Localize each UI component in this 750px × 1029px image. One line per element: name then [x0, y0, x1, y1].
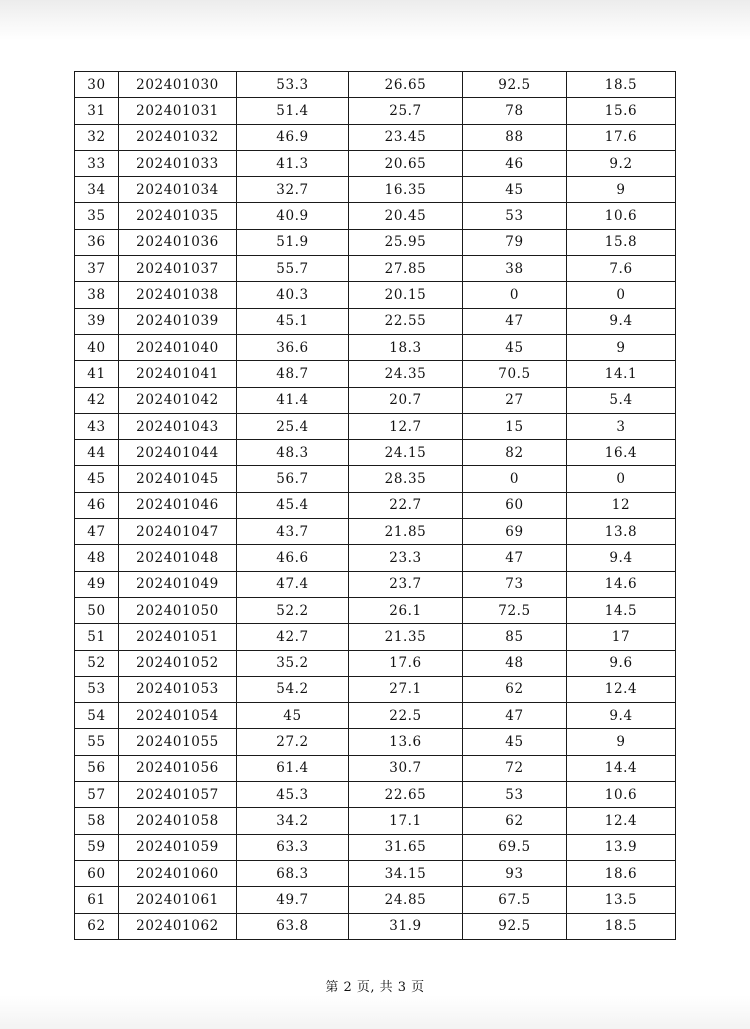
- exam-score-cell: 93: [463, 860, 567, 886]
- weighted-score-cell: 24.15: [349, 440, 463, 466]
- exam-weighted-cell: 10.6: [567, 203, 676, 229]
- student-id-cell: 202401044: [119, 440, 237, 466]
- exam-weighted-cell: 9: [567, 729, 676, 755]
- exam-score-cell: 0: [463, 282, 567, 308]
- row-number-cell: 48: [75, 545, 119, 571]
- exam-score-cell: 62: [463, 808, 567, 834]
- exam-weighted-cell: 14.5: [567, 597, 676, 623]
- exam-score-cell: 67.5: [463, 887, 567, 913]
- exam-weighted-cell: 14.4: [567, 755, 676, 781]
- score-cell: 43.7: [237, 519, 349, 545]
- row-number-cell: 37: [75, 256, 119, 282]
- score-cell: 40.3: [237, 282, 349, 308]
- student-id-cell: 202401052: [119, 650, 237, 676]
- table-row: [75, 519, 676, 545]
- exam-weighted-cell: 13.5: [567, 887, 676, 913]
- weighted-score-cell: 24.35: [349, 361, 463, 387]
- exam-weighted-cell: 12: [567, 492, 676, 518]
- exam-weighted-cell: 12.4: [567, 808, 676, 834]
- exam-weighted-cell: 3: [567, 413, 676, 439]
- table-row: [75, 334, 676, 360]
- exam-score-cell: 72.5: [463, 597, 567, 623]
- weighted-score-cell: 21.85: [349, 519, 463, 545]
- exam-score-cell: 70.5: [463, 361, 567, 387]
- student-id-cell: 202401061: [119, 887, 237, 913]
- weighted-score-cell: 27.1: [349, 676, 463, 702]
- weighted-score-cell: 12.7: [349, 413, 463, 439]
- table-row: [75, 808, 676, 834]
- table-row: [75, 676, 676, 702]
- weighted-score-cell: 16.35: [349, 177, 463, 203]
- exam-weighted-cell: 7.6: [567, 256, 676, 282]
- weighted-score-cell: 20.7: [349, 387, 463, 413]
- exam-score-cell: 46: [463, 150, 567, 176]
- student-id-cell: 202401058: [119, 808, 237, 834]
- score-cell: 49.7: [237, 887, 349, 913]
- exam-weighted-cell: 18.5: [567, 913, 676, 939]
- student-id-cell: 202401035: [119, 203, 237, 229]
- exam-score-cell: 53: [463, 782, 567, 808]
- row-number-cell: 39: [75, 308, 119, 334]
- weighted-score-cell: 22.5: [349, 703, 463, 729]
- exam-weighted-cell: 9.6: [567, 650, 676, 676]
- row-number-cell: 38: [75, 282, 119, 308]
- row-number-cell: 31: [75, 98, 119, 124]
- exam-weighted-cell: 12.4: [567, 676, 676, 702]
- exam-score-cell: 48: [463, 650, 567, 676]
- exam-weighted-cell: 9: [567, 177, 676, 203]
- weighted-score-cell: 22.55: [349, 308, 463, 334]
- page-footer: 第 2 页, 共 3 页: [325, 980, 425, 995]
- table-row: [75, 150, 676, 176]
- student-id-cell: 202401039: [119, 308, 237, 334]
- score-cell: 63.8: [237, 913, 349, 939]
- score-cell: 42.7: [237, 624, 349, 650]
- weighted-score-cell: 20.45: [349, 203, 463, 229]
- row-number-cell: 57: [75, 782, 119, 808]
- table-row: [75, 571, 676, 597]
- exam-weighted-cell: 13.9: [567, 834, 676, 860]
- score-table: [74, 71, 676, 940]
- student-id-cell: 202401033: [119, 150, 237, 176]
- student-id-cell: 202401047: [119, 519, 237, 545]
- table-row: [75, 597, 676, 623]
- score-cell: 45.4: [237, 492, 349, 518]
- exam-weighted-cell: 9.4: [567, 545, 676, 571]
- score-cell: 48.7: [237, 361, 349, 387]
- exam-weighted-cell: 15.8: [567, 229, 676, 255]
- score-cell: 63.3: [237, 834, 349, 860]
- score-cell: 48.3: [237, 440, 349, 466]
- score-cell: 45: [237, 703, 349, 729]
- table-row: [75, 913, 676, 939]
- row-number-cell: 47: [75, 519, 119, 545]
- table-row: [75, 650, 676, 676]
- weighted-score-cell: 23.3: [349, 545, 463, 571]
- exam-score-cell: 79: [463, 229, 567, 255]
- student-id-cell: 202401053: [119, 676, 237, 702]
- score-cell: 61.4: [237, 755, 349, 781]
- table-row: [75, 624, 676, 650]
- exam-score-cell: 27: [463, 387, 567, 413]
- row-number-cell: 60: [75, 860, 119, 886]
- row-number-cell: 36: [75, 229, 119, 255]
- student-id-cell: 202401036: [119, 229, 237, 255]
- exam-score-cell: 60: [463, 492, 567, 518]
- exam-score-cell: 62: [463, 676, 567, 702]
- score-cell: 54.2: [237, 676, 349, 702]
- table-row: [75, 834, 676, 860]
- table-row: [75, 387, 676, 413]
- row-number-cell: 46: [75, 492, 119, 518]
- student-id-cell: 202401048: [119, 545, 237, 571]
- table-row: [75, 492, 676, 518]
- row-number-cell: 35: [75, 203, 119, 229]
- table-row: [75, 729, 676, 755]
- student-id-cell: 202401038: [119, 282, 237, 308]
- weighted-score-cell: 25.7: [349, 98, 463, 124]
- score-cell: 51.4: [237, 98, 349, 124]
- row-number-cell: 54: [75, 703, 119, 729]
- table-row: [75, 229, 676, 255]
- row-number-cell: 56: [75, 755, 119, 781]
- weighted-score-cell: 26.65: [349, 72, 463, 98]
- exam-weighted-cell: 5.4: [567, 387, 676, 413]
- weighted-score-cell: 23.45: [349, 124, 463, 150]
- exam-weighted-cell: 18.6: [567, 860, 676, 886]
- weighted-score-cell: 20.65: [349, 150, 463, 176]
- row-number-cell: 62: [75, 913, 119, 939]
- table-row: [75, 177, 676, 203]
- weighted-score-cell: 17.6: [349, 650, 463, 676]
- exam-score-cell: 53: [463, 203, 567, 229]
- score-cell: 51.9: [237, 229, 349, 255]
- row-number-cell: 61: [75, 887, 119, 913]
- student-id-cell: 202401042: [119, 387, 237, 413]
- exam-weighted-cell: 13.8: [567, 519, 676, 545]
- student-id-cell: 202401056: [119, 755, 237, 781]
- weighted-score-cell: 26.1: [349, 597, 463, 623]
- score-cell: 41.3: [237, 150, 349, 176]
- exam-weighted-cell: 15.6: [567, 98, 676, 124]
- student-id-cell: 202401057: [119, 782, 237, 808]
- weighted-score-cell: 30.7: [349, 755, 463, 781]
- score-cell: 40.9: [237, 203, 349, 229]
- weighted-score-cell: 31.65: [349, 834, 463, 860]
- table-row: [75, 860, 676, 886]
- table-row: [75, 782, 676, 808]
- student-id-cell: 202401060: [119, 860, 237, 886]
- row-number-cell: 42: [75, 387, 119, 413]
- exam-weighted-cell: 14.6: [567, 571, 676, 597]
- table-row: [75, 282, 676, 308]
- table-row: [75, 703, 676, 729]
- row-number-cell: 30: [75, 72, 119, 98]
- exam-score-cell: 47: [463, 703, 567, 729]
- row-number-cell: 45: [75, 466, 119, 492]
- row-number-cell: 49: [75, 571, 119, 597]
- score-cell: 27.2: [237, 729, 349, 755]
- row-number-cell: 53: [75, 676, 119, 702]
- table-row: [75, 124, 676, 150]
- student-id-cell: 202401043: [119, 413, 237, 439]
- exam-score-cell: 85: [463, 624, 567, 650]
- student-id-cell: 202401054: [119, 703, 237, 729]
- table-row: [75, 98, 676, 124]
- exam-weighted-cell: 9.4: [567, 308, 676, 334]
- exam-score-cell: 69.5: [463, 834, 567, 860]
- weighted-score-cell: 34.15: [349, 860, 463, 886]
- exam-score-cell: 72: [463, 755, 567, 781]
- exam-score-cell: 15: [463, 413, 567, 439]
- score-cell: 32.7: [237, 177, 349, 203]
- score-cell: 68.3: [237, 860, 349, 886]
- exam-score-cell: 47: [463, 308, 567, 334]
- student-id-cell: 202401041: [119, 361, 237, 387]
- row-number-cell: 40: [75, 334, 119, 360]
- score-cell: 36.6: [237, 334, 349, 360]
- score-cell: 25.4: [237, 413, 349, 439]
- score-cell: 46.6: [237, 545, 349, 571]
- table-row: [75, 440, 676, 466]
- student-id-cell: 202401045: [119, 466, 237, 492]
- score-cell: 45.1: [237, 308, 349, 334]
- exam-weighted-cell: 17.6: [567, 124, 676, 150]
- score-cell: 53.3: [237, 72, 349, 98]
- score-cell: 35.2: [237, 650, 349, 676]
- row-number-cell: 32: [75, 124, 119, 150]
- exam-weighted-cell: 9.4: [567, 703, 676, 729]
- weighted-score-cell: 13.6: [349, 729, 463, 755]
- exam-weighted-cell: 16.4: [567, 440, 676, 466]
- student-id-cell: 202401055: [119, 729, 237, 755]
- weighted-score-cell: 18.3: [349, 334, 463, 360]
- weighted-score-cell: 27.85: [349, 256, 463, 282]
- table-row: [75, 755, 676, 781]
- row-number-cell: 33: [75, 150, 119, 176]
- table-row: [75, 203, 676, 229]
- weighted-score-cell: 17.1: [349, 808, 463, 834]
- exam-weighted-cell: 0: [567, 466, 676, 492]
- score-cell: 46.9: [237, 124, 349, 150]
- student-id-cell: 202401034: [119, 177, 237, 203]
- student-id-cell: 202401031: [119, 98, 237, 124]
- row-number-cell: 59: [75, 834, 119, 860]
- row-number-cell: 34: [75, 177, 119, 203]
- table-body: [75, 72, 676, 940]
- table-row: [75, 72, 676, 98]
- table-row: [75, 413, 676, 439]
- table-row: [75, 308, 676, 334]
- weighted-score-cell: 31.9: [349, 913, 463, 939]
- exam-weighted-cell: 18.5: [567, 72, 676, 98]
- exam-score-cell: 78: [463, 98, 567, 124]
- exam-score-cell: 92.5: [463, 913, 567, 939]
- exam-weighted-cell: 14.1: [567, 361, 676, 387]
- row-number-cell: 58: [75, 808, 119, 834]
- row-number-cell: 44: [75, 440, 119, 466]
- exam-score-cell: 82: [463, 440, 567, 466]
- weighted-score-cell: 23.7: [349, 571, 463, 597]
- weighted-score-cell: 28.35: [349, 466, 463, 492]
- table-row: [75, 545, 676, 571]
- table-row: [75, 361, 676, 387]
- exam-score-cell: 38: [463, 256, 567, 282]
- table-row: [75, 256, 676, 282]
- score-cell: 47.4: [237, 571, 349, 597]
- weighted-score-cell: 20.15: [349, 282, 463, 308]
- row-number-cell: 52: [75, 650, 119, 676]
- exam-weighted-cell: 9.2: [567, 150, 676, 176]
- table-row: [75, 887, 676, 913]
- row-number-cell: 51: [75, 624, 119, 650]
- score-cell: 41.4: [237, 387, 349, 413]
- exam-score-cell: 45: [463, 729, 567, 755]
- student-id-cell: 202401040: [119, 334, 237, 360]
- row-number-cell: 43: [75, 413, 119, 439]
- student-id-cell: 202401049: [119, 571, 237, 597]
- exam-score-cell: 69: [463, 519, 567, 545]
- exam-score-cell: 88: [463, 124, 567, 150]
- student-id-cell: 202401037: [119, 256, 237, 282]
- table-row: [75, 466, 676, 492]
- student-id-cell: 202401051: [119, 624, 237, 650]
- exam-score-cell: 0: [463, 466, 567, 492]
- exam-weighted-cell: 0: [567, 282, 676, 308]
- weighted-score-cell: 25.95: [349, 229, 463, 255]
- score-cell: 45.3: [237, 782, 349, 808]
- student-id-cell: 202401062: [119, 913, 237, 939]
- exam-score-cell: 92.5: [463, 72, 567, 98]
- exam-score-cell: 45: [463, 334, 567, 360]
- student-id-cell: 202401030: [119, 72, 237, 98]
- score-cell: 52.2: [237, 597, 349, 623]
- exam-weighted-cell: 17: [567, 624, 676, 650]
- row-number-cell: 50: [75, 597, 119, 623]
- weighted-score-cell: 24.85: [349, 887, 463, 913]
- weighted-score-cell: 21.35: [349, 624, 463, 650]
- weighted-score-cell: 22.7: [349, 492, 463, 518]
- row-number-cell: 41: [75, 361, 119, 387]
- score-cell: 56.7: [237, 466, 349, 492]
- score-cell: 55.7: [237, 256, 349, 282]
- student-id-cell: 202401046: [119, 492, 237, 518]
- exam-score-cell: 73: [463, 571, 567, 597]
- exam-weighted-cell: 10.6: [567, 782, 676, 808]
- exam-score-cell: 47: [463, 545, 567, 571]
- exam-score-cell: 45: [463, 177, 567, 203]
- student-id-cell: 202401050: [119, 597, 237, 623]
- exam-weighted-cell: 9: [567, 334, 676, 360]
- score-cell: 34.2: [237, 808, 349, 834]
- student-id-cell: 202401032: [119, 124, 237, 150]
- student-id-cell: 202401059: [119, 834, 237, 860]
- weighted-score-cell: 22.65: [349, 782, 463, 808]
- row-number-cell: 55: [75, 729, 119, 755]
